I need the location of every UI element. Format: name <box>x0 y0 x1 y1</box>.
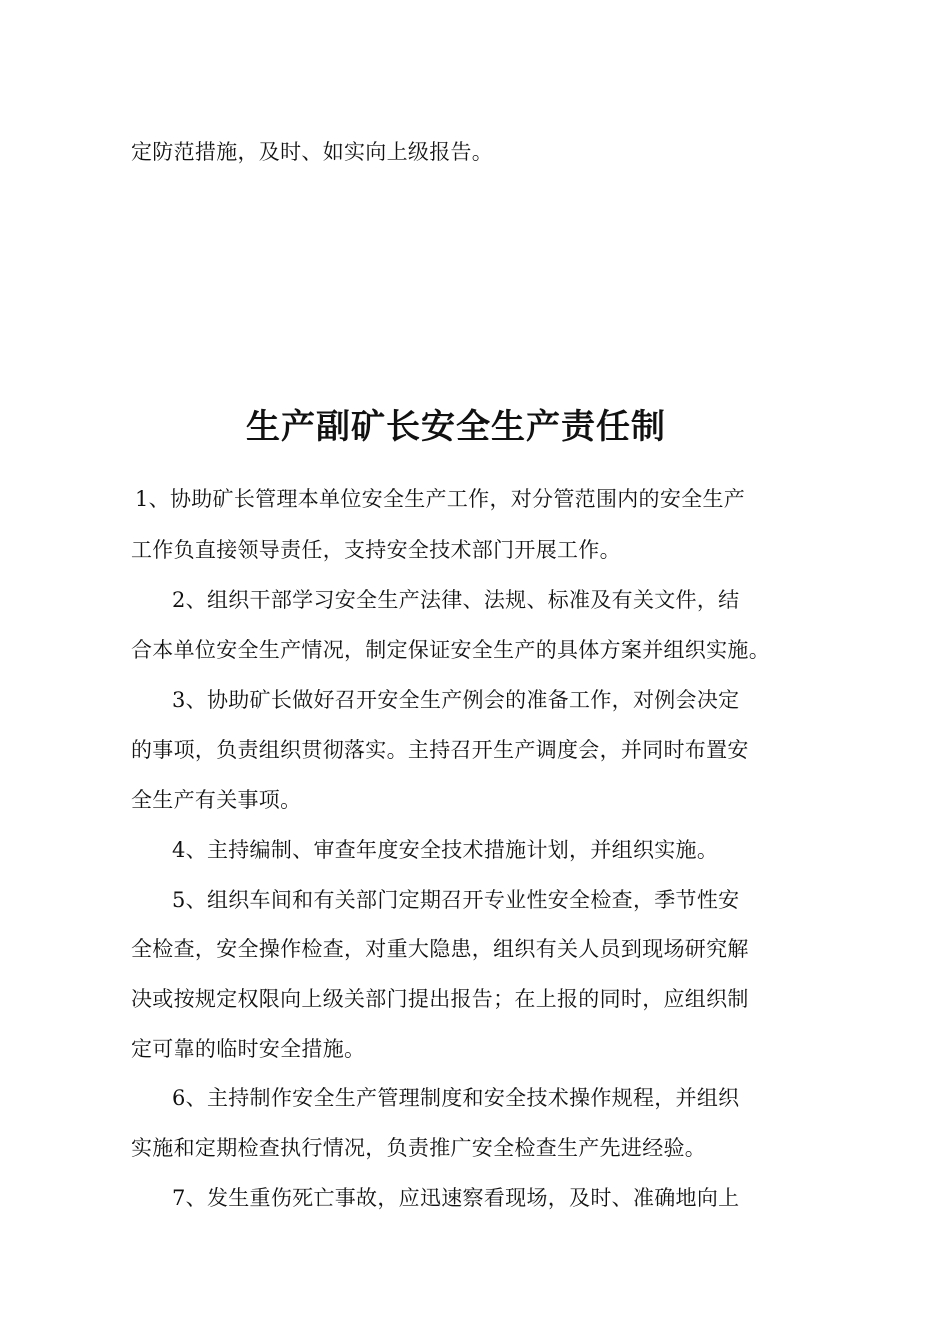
paragraph-line: 决或按规定权限向上级关部门提出报告；在上报的同时，应组织制 <box>131 987 749 1011</box>
paragraph-line: 7、发生重伤死亡事故，应迅速察看现场，及时、准确地向上 <box>172 1186 740 1210</box>
paragraph-line: 1、协助矿长管理本单位安全生产工作，对分管范围内的安全生产 <box>135 487 746 511</box>
paragraph-line: 5、组织车间和有关部门定期召开专业性安全检查，季节性安 <box>172 888 740 912</box>
carryover-paragraph: 定防范措施，及时、如实向上级报告。 <box>131 140 494 164</box>
paragraph-line: 4、主持编制、审查年度安全技术措施计划，并组织实施。 <box>172 838 719 862</box>
paragraph-line: 工作负直接领导责任，支持安全技术部门开展工作。 <box>131 538 621 562</box>
paragraph-line: 实施和定期检查执行情况，负责推广安全检查生产先进经验。 <box>131 1136 707 1160</box>
paragraph-line: 全检查，安全操作检查，对重大隐患，组织有关人员到现场研究解 <box>131 937 749 961</box>
document-title: 生产副矿长安全生产责任制 <box>246 407 666 447</box>
paragraph-line: 6、主持制作安全生产管理制度和安全技术操作规程，并组织 <box>172 1086 740 1110</box>
paragraph-line: 定可靠的临时安全措施。 <box>131 1037 366 1061</box>
paragraph-line: 合本单位安全生产情况，制定保证安全生产的具体方案并组织实施。 <box>131 638 770 662</box>
paragraph-line: 3、协助矿长做好召开安全生产例会的准备工作，对例会决定 <box>172 688 740 712</box>
paragraph-line: 2、组织干部学习安全生产法律、法规、标准及有关文件，结 <box>172 588 740 612</box>
paragraph-line: 的事项，负责组织贯彻落实。主持召开生产调度会，并同时布置安 <box>131 738 749 762</box>
paragraph-line: 全生产有关事项。 <box>131 788 302 812</box>
